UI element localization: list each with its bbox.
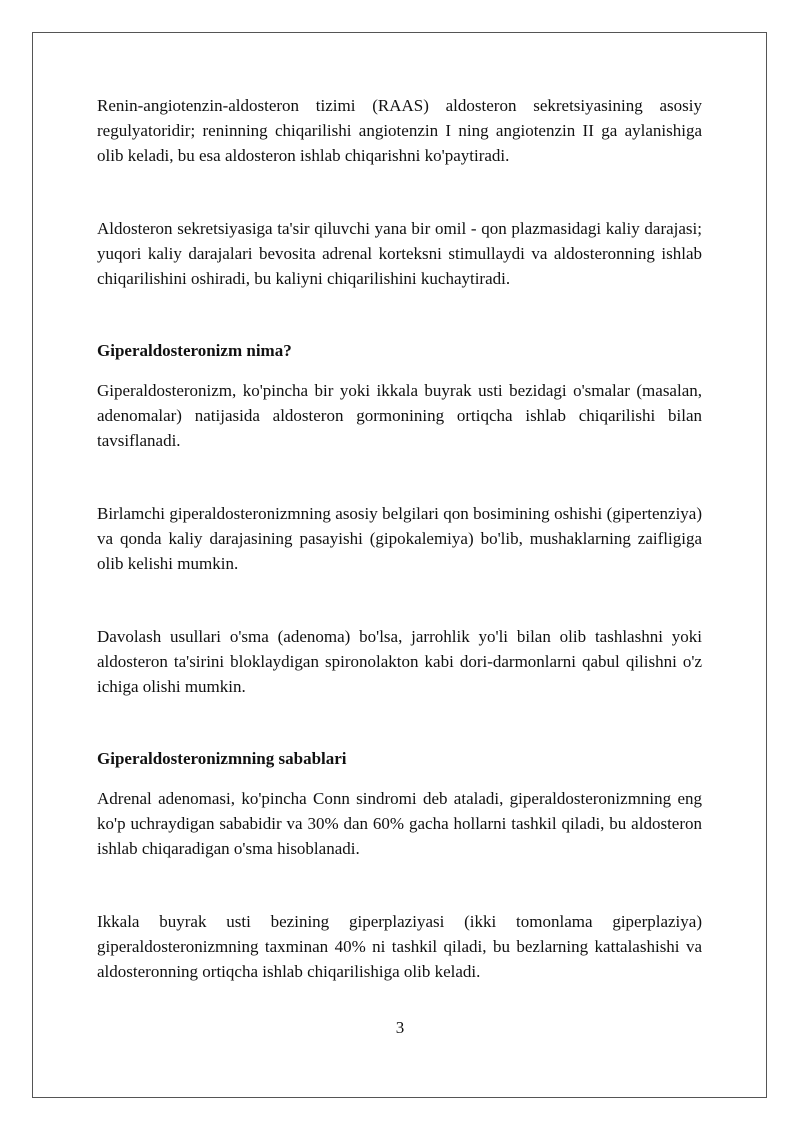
paragraph-symptoms: Birlamchi giperaldosteronizmning asosiy belgilari qon bosimining oshishi (gipertenziya) va qonda kaliy darajasining pasayishi (gipokalemiya) bo'lib, mushaklarning zaifligiga olib kelishi mumkin. bbox=[97, 504, 702, 573]
heading-causes: Giperaldosteronizmning sabablari bbox=[97, 749, 347, 768]
paragraph-adenoma: Adrenal adenomasi, ko'pincha Conn sindromi deb ataladi, giperaldosteronizmning eng ko'p uchraydigan sababidir va 30% dan 60% gacha hollarni tashkil qiladi, bu aldosteron ishlab chiqaradigan o'sma hisoblanadi. bbox=[97, 789, 702, 858]
paragraph-raas: Renin-angiotenzin-aldosteron tizimi (RAAS) aldosteron sekretsiyasining asosiy regulyatoridir; reninning chiqarilishi angiotenzin I ning angiotenzin II ga aylanishiga olib keladi, bu esa aldosteron ishlab chiqarishni ko'paytiradi. bbox=[97, 96, 702, 165]
document-body bbox=[97, 93, 702, 984]
paragraph-hyperplasia: Ikkala buyrak usti bezining giperplaziyasi (ikki tomonlama giperplaziya) giperaldosteronizmning taxminan 40% ni tashkil qiladi, bu bezlarning kattalashishi va aldosteronning ortiqcha ishlab chiqarilishiga olib keladi. bbox=[97, 912, 702, 981]
paragraph-definition: Giperaldosteronizm, ko'pincha bir yoki ikkala buyrak usti bezidagi o'smalar (masalan, adenomalar) natijasida aldosteron gormonining ortiqcha ishlab chiqarilishi bilan tavsiflanadi. bbox=[97, 381, 702, 450]
paragraph-potassium: Aldosteron sekretsiyasiga ta'sir qiluvchi yana bir omil - qon plazmasidagi kaliy darajasi; yuqori kaliy darajalari bevosita adrenal korteksni stimullaydi va aldosteronning ishlab chiqarilishini oshiradi, bu kaliyni chiqarilishini kuchaytiradi. bbox=[97, 219, 702, 288]
page-number: 3 bbox=[395, 1018, 405, 1037]
paragraph-treatment: Davolash usullari o'sma (adenoma) bo'lsa, jarrohlik yo'li bilan olib tashlashni yoki aldosteron ta'sirini bloklaydigan spironolakton kabi dori-darmonlarni qabul qilishni o'z ichiga olishi mumkin. bbox=[97, 627, 702, 696]
heading-what-is: Giperaldosteronizm nima? bbox=[97, 341, 292, 360]
